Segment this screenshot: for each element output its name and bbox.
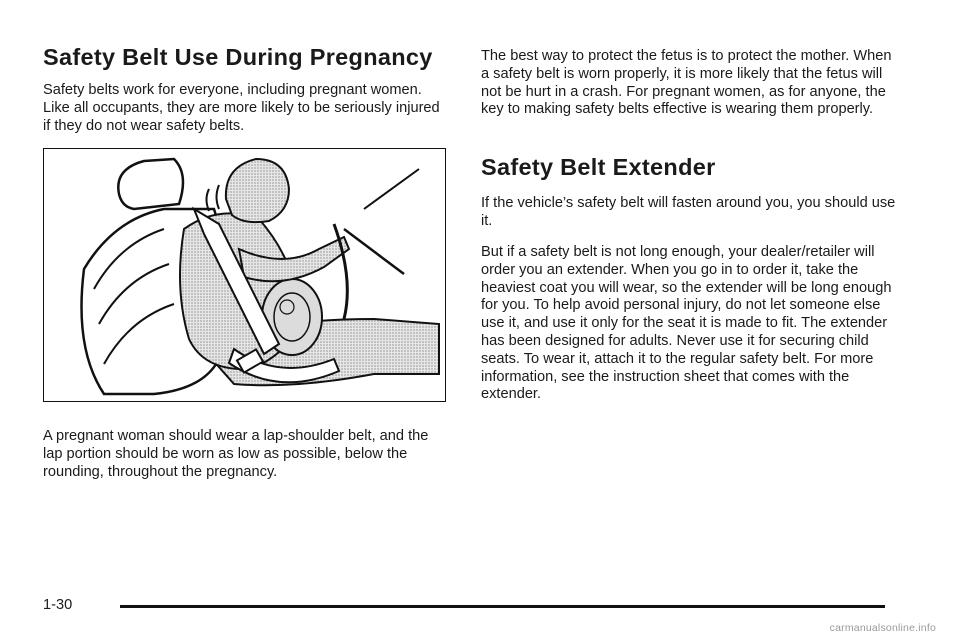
pregnant-woman-seatbelt-icon [44,149,444,400]
extender-body-paragraph: But if a safety belt is not long enough, your dealer/retailer will order you an extender. When you go in to order it, take the heaviest coat you will wear, so the extender will be long enough for you. To help avoid personal injury, do not let someone else use it, and use it only for the seat it is made to fit. The extender has been designed for adults. Never use it for securing child seats. To wear it, attach it to the regular safety belt. For more information, see the instruction sheet that comes with the extender. [481,244,892,403]
extender-intro-paragraph: If the vehicle’s safety belt will fasten around you, you should use it. [481,195,896,229]
protect-fetus-paragraph: The best way to protect the fetus is to protect the mother. When a safety belt is worn properly, it is more likely that the fetus will not be hurt in a crash. For pregnant women, as for anyone, the key to making safety belts effective is wearing them properly. [481,48,892,118]
footer-divider [120,605,885,608]
section-heading-pregnancy: Safety Belt Use During Pregnancy [43,44,433,70]
figure-caption: A pregnant woman should wear a lap-shoulder belt, and the lap portion should be worn as low as possible, below the rounding, throughout the pregnancy. [43,428,429,480]
pregnancy-intro-paragraph: Safety belts work for everyone, including pregnant women. Like all occupants, they are more likely to be seriously injured if they do not wear safety belts. [43,82,440,134]
page-number: 1-30 [43,597,73,613]
pregnancy-seatbelt-illustration [43,148,446,402]
section-heading-extender: Safety Belt Extender [481,154,716,180]
watermark: carmanualsonline.info [829,622,936,634]
